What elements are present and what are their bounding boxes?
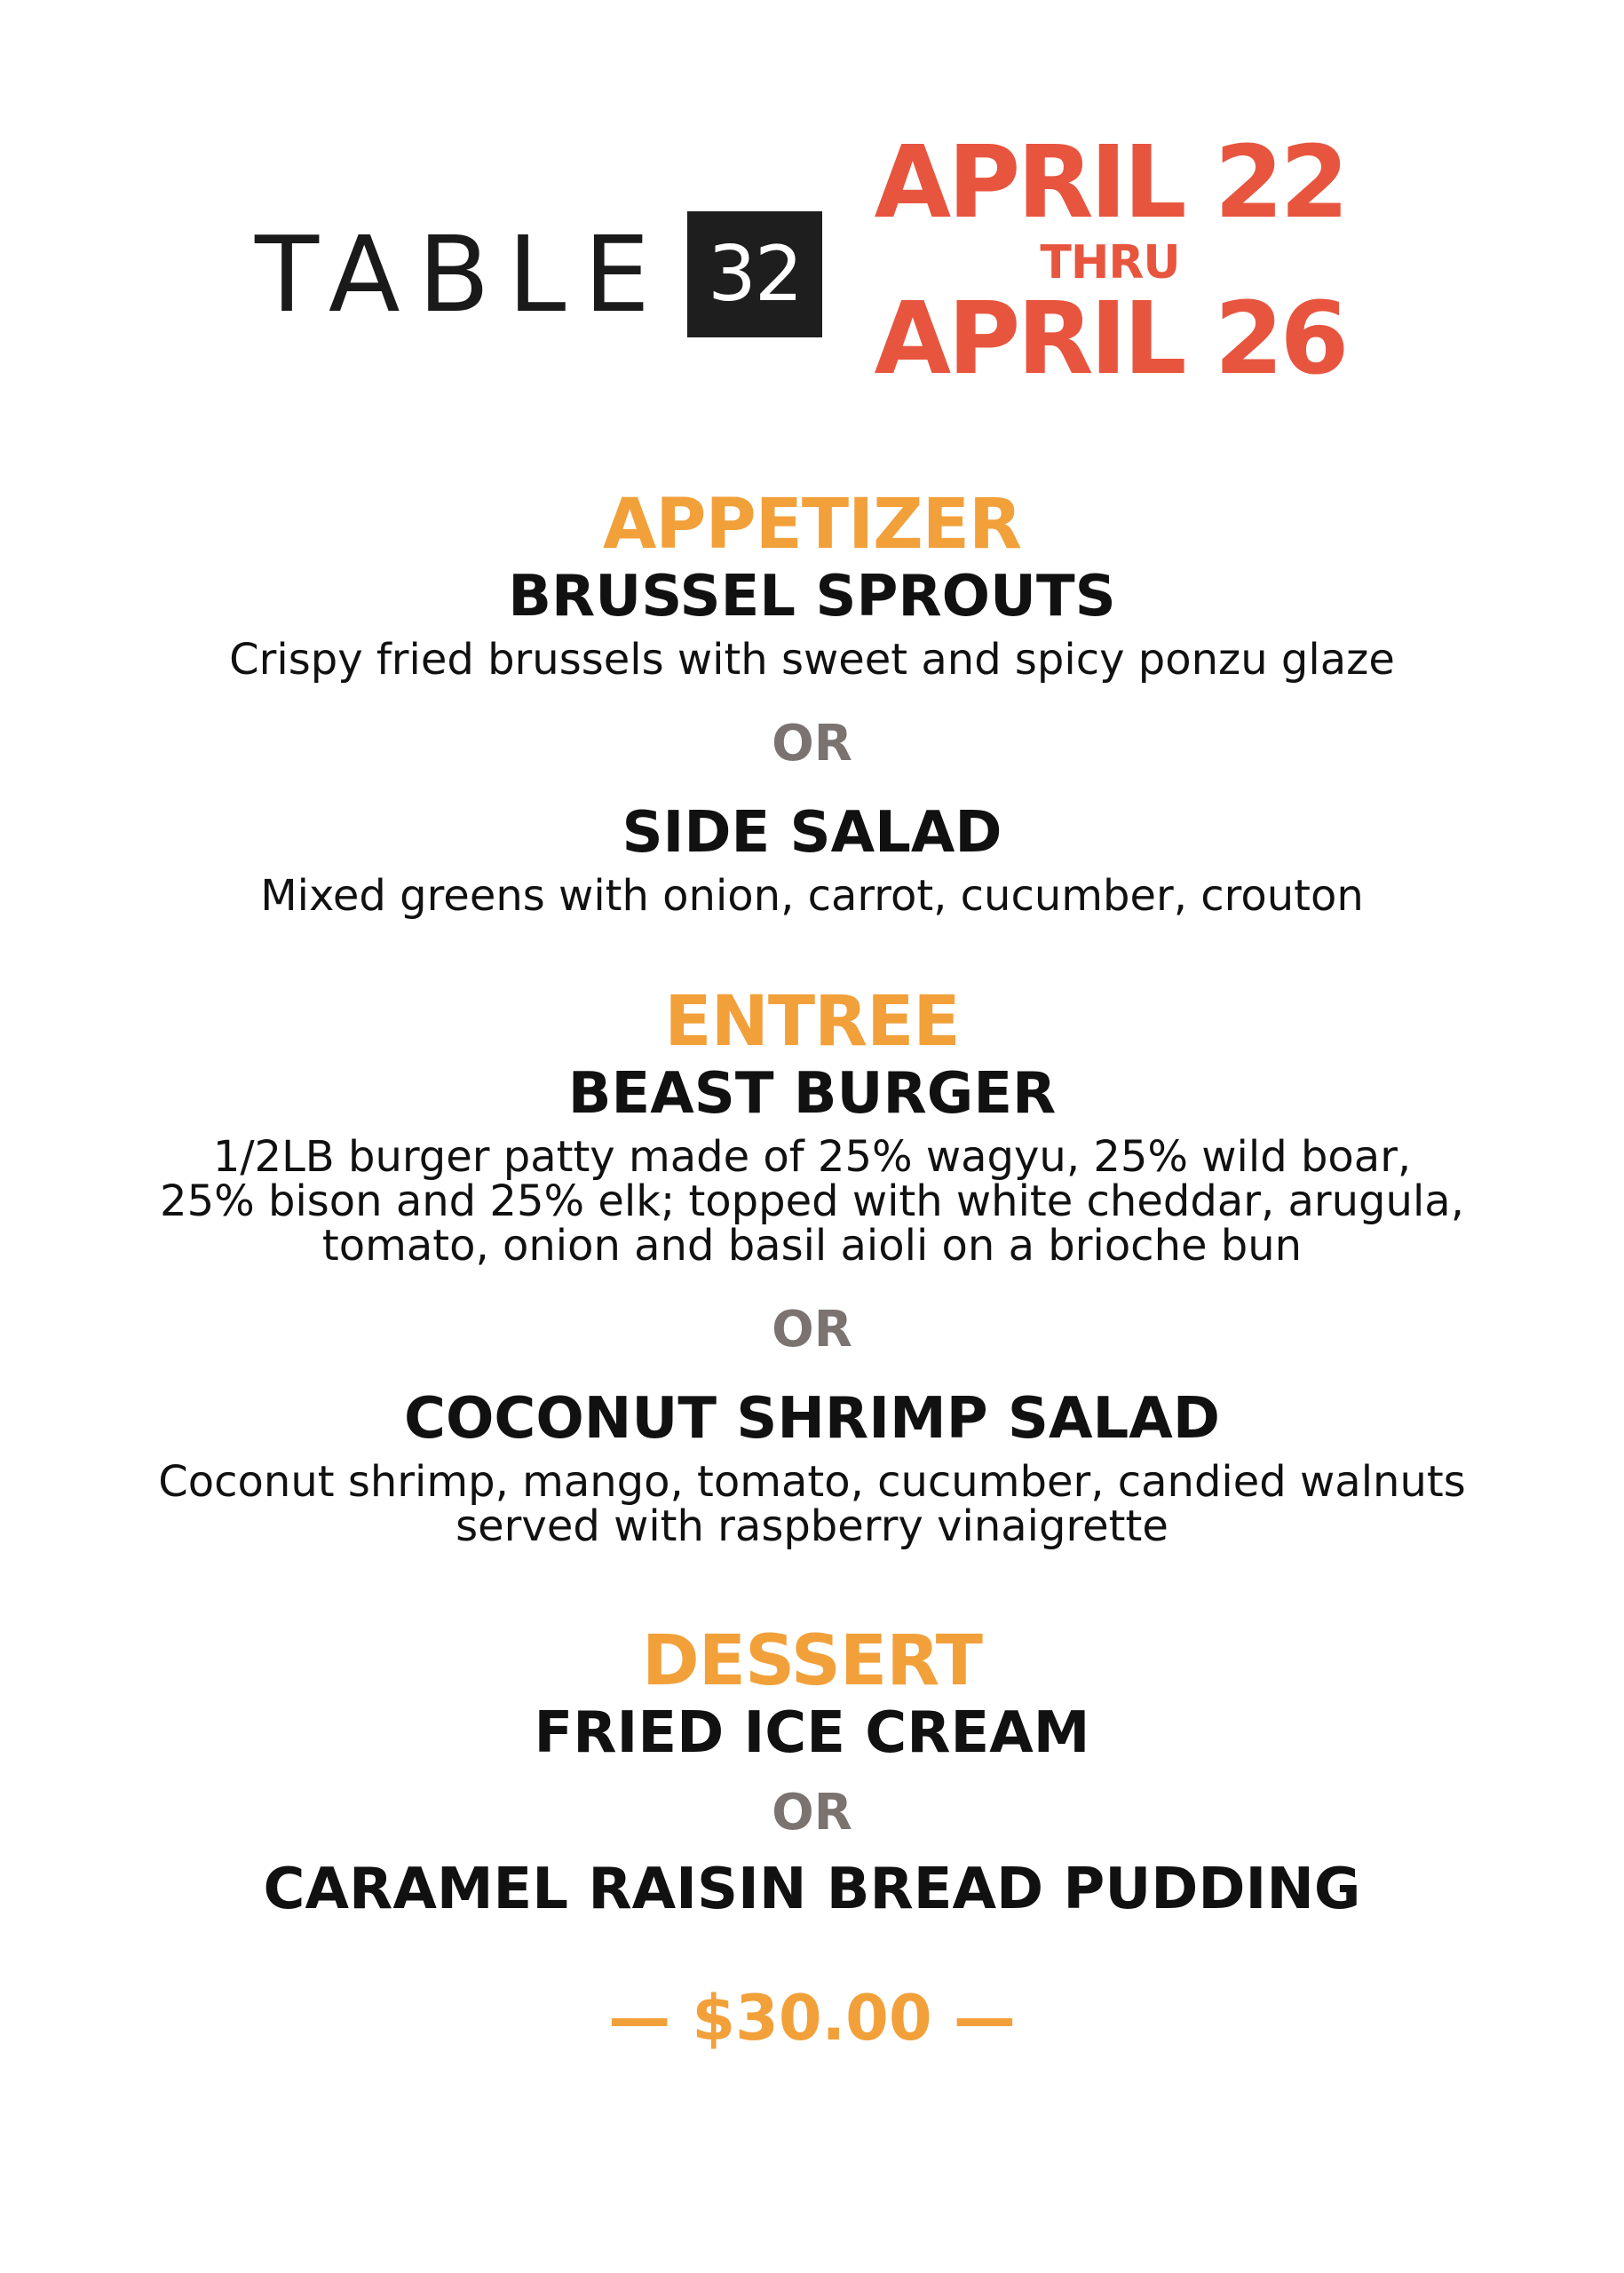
description-line: tomato, onion and basil aioli on a brioche bun [321, 1221, 1303, 1271]
date-end: APRIL 26 [874, 281, 1346, 397]
or-separator: OR [772, 1784, 852, 1841]
menu-body [0, 485, 1624, 2055]
or-separator: OR [772, 715, 852, 772]
logo-word: TABLE [255, 213, 668, 336]
menu-item-name: CARAMEL RAISIN BREAD PUDDING [263, 1857, 1361, 1922]
date-range [870, 125, 1350, 397]
description-line: 1/2LB burger patty made of 25% wagyu, 25% wild boar, [212, 1132, 1412, 1182]
menu-item-description [0, 1132, 1624, 1271]
menu-item-description: Mixed greens with onion, carrot, cucumber, crouton [260, 871, 1364, 921]
logo-number-box [687, 211, 822, 337]
menu-price: — $30.00 — [608, 1982, 1016, 2055]
course-title: DESSERT [642, 1621, 982, 1701]
menu-item-name: BRUSSEL SPROUTS [508, 564, 1116, 630]
date-start: APRIL 22 [874, 125, 1346, 241]
course-title: ENTREE [664, 982, 960, 1062]
table32-logo [255, 211, 822, 337]
course-dessert [0, 1621, 1624, 1922]
menu-item-description: Crispy fried brussels with sweet and spicy ponzu glaze [229, 635, 1395, 685]
description-line: Coconut shrimp, mango, tomato, cucumber, candied walnuts [158, 1457, 1466, 1507]
menu-item-name: COCONUT SHRIMP SALAD [404, 1386, 1220, 1452]
course-appetizer [0, 485, 1624, 921]
menu-item-name: SIDE SALAD [622, 800, 1002, 866]
date-joiner: THRU [1040, 236, 1180, 289]
logo-number: 32 [708, 230, 802, 319]
description-line: 25% bison and 25% elk; topped with white cheddar, arugula, [160, 1176, 1464, 1226]
or-separator: OR [772, 1301, 852, 1358]
menu-item-name: BEAST BURGER [567, 1061, 1057, 1127]
menu-item-description [0, 1457, 1624, 1551]
course-entree [0, 982, 1624, 1551]
menu-item-name: FRIED ICE CREAM [534, 1700, 1090, 1766]
course-title: APPETIZER [602, 485, 1022, 565]
description-line: served with raspberry vinaigrette [456, 1501, 1168, 1551]
